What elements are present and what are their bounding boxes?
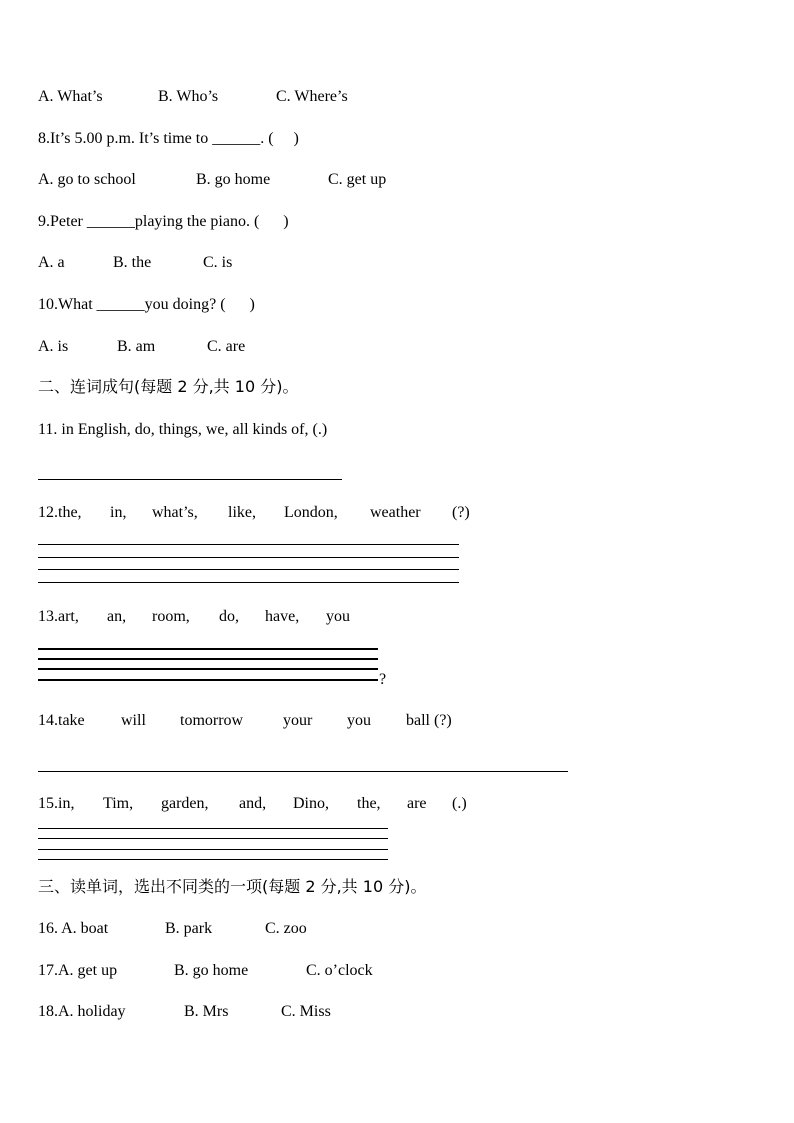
section-3-heading: 三、读单词，选出不同类的一项(每题 2 分,共 10 分)。: [38, 877, 427, 896]
q7-option-c: C. Where’s: [276, 88, 348, 105]
q9-stem: 9.Peter ______playing the piano. ( ): [38, 213, 289, 230]
q15-word: the,: [357, 795, 381, 812]
q12-word: (?): [452, 504, 470, 521]
q15-answer-line: [38, 859, 388, 860]
q14-answer-line: [38, 771, 568, 772]
section-2-heading: 二、连词成句(每题 2 分,共 10 分)。: [38, 377, 299, 396]
q15-word: are: [407, 795, 427, 812]
q11-words: 11. in English, do, things, we, all kinds of, (.): [38, 421, 328, 438]
q13-answer-line: [38, 648, 378, 650]
q7-option-a: A. What’s: [38, 88, 103, 105]
q8-stem: 8.It’s 5.00 p.m. It’s time to ______. ( ): [38, 130, 299, 147]
q17-option-b: B. go home: [174, 962, 249, 979]
q12-word: weather: [370, 504, 421, 521]
q10-stem: 10.What ______you doing? ( ): [38, 296, 255, 313]
q14-word: will: [121, 712, 146, 729]
q12-word: like,: [228, 504, 256, 521]
q18-option-c: C. Miss: [281, 1003, 331, 1020]
q12-word: London,: [284, 504, 338, 521]
q15-word: and,: [239, 795, 267, 812]
q12-answer-line: [38, 569, 459, 570]
q14-word: tomorrow: [180, 712, 244, 729]
q15-answer-line: [38, 828, 388, 829]
q15-word: garden,: [161, 795, 209, 812]
q8-option-c: C. get up: [328, 171, 387, 188]
q14-word: ball (?): [406, 712, 452, 729]
q13-word: do,: [219, 608, 239, 625]
q13-word: 13.art,: [38, 608, 79, 625]
q10-option-b: B. am: [117, 338, 156, 355]
q14-word: your: [283, 712, 313, 729]
q12-answer-line: [38, 582, 459, 583]
q13-word: an,: [107, 608, 127, 625]
q13-word: you: [326, 608, 350, 625]
q18-option-b: B. Mrs: [184, 1003, 229, 1020]
q12-word: what’s,: [152, 504, 198, 521]
q10-option-c: C. are: [207, 338, 246, 355]
q9-option-b: B. the: [113, 254, 152, 271]
q12-answer-line: [38, 557, 459, 558]
q8-option-b: B. go home: [196, 171, 271, 188]
q11-answer-line: [38, 479, 342, 480]
q13-question-mark: ?: [379, 671, 387, 688]
q15-answer-line: [38, 838, 388, 839]
q15-word: (.): [452, 795, 467, 812]
q13-word: room,: [152, 608, 190, 625]
q15-answer-line: [38, 849, 388, 850]
q15-word: 15.in,: [38, 795, 75, 812]
q12-word: in,: [110, 504, 127, 521]
q13-answer-line: [38, 658, 378, 660]
q16-option-a: 16. A. boat: [38, 920, 109, 937]
q13-answer-line: [38, 679, 378, 681]
q17-option-c: C. o’clock: [306, 962, 373, 979]
q10-option-a: A. is: [38, 338, 69, 355]
q12-answer-line: [38, 544, 459, 545]
q14-word: you: [347, 712, 371, 729]
q13-word: have,: [265, 608, 300, 625]
q15-word: Tim,: [103, 795, 134, 812]
q9-option-a: A. a: [38, 254, 65, 271]
q16-option-b: B. park: [165, 920, 213, 937]
q17-option-a: 17.A. get up: [38, 962, 118, 979]
q7-option-b: B. Who’s: [158, 88, 219, 105]
q9-option-c: C. is: [203, 254, 233, 271]
q16-option-c: C. zoo: [265, 920, 307, 937]
q18-option-a: 18.A. holiday: [38, 1003, 126, 1020]
q15-word: Dino,: [293, 795, 329, 812]
q14-word: 14.take: [38, 712, 85, 729]
q8-option-a: A. go to school: [38, 171, 136, 188]
q13-answer-line: [38, 668, 378, 670]
q12-word: 12.the,: [38, 504, 82, 521]
